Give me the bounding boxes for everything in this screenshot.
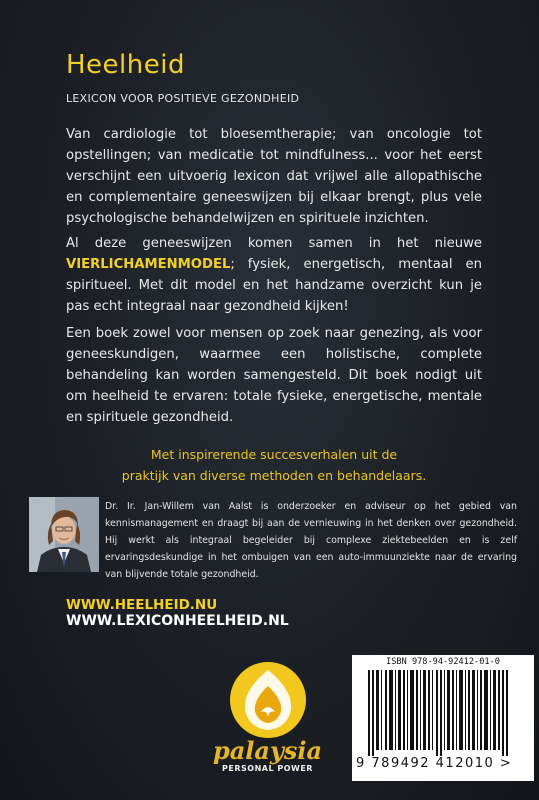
tagline [66, 444, 482, 486]
description-paragraph-1: Van cardiologie tot bloesemtherapie; van oncologie tot opstellingen; van medicatie tot mindfulness... voor het eerst verschijnt een uitvoerig lexicon dat vrijwel alle allopathische en complementaire geneeswijzen bij elkaar brengt, plus vele psychologische behandelwijzen en spirituele inzichten. [66, 127, 482, 226]
model-highlight: VIERLICHAMENMODEL [66, 257, 231, 272]
publisher-name: palaysia [212, 736, 323, 765]
description-paragraph-2 [66, 233, 482, 317]
author-bio: Dr. Ir. Jan-Willem van Aalst is onderzoeker en adviseur op het gebied van kennismanagement en draagt bij aan de vernieuwing in het denken over gezondheid. Hij werkt als integraal begeleider bij complexe ziektebeelden en is zelf ervaringsdeskundige in het ombuigen van een auto-immuunziekte naar de ervaring van blijvende totale gezondheid. [105, 501, 517, 580]
isbn-label: ISBN 978-94-92412-01-0 [386, 657, 500, 667]
publisher-tagline: PERSONAL POWER [222, 764, 313, 773]
book-subtitle: LEXICON VOOR POSITIEVE GEZONDHEID [66, 92, 300, 105]
isbn-barcode [352, 655, 534, 781]
barcode-digits: 9 789492 412010 > [356, 756, 513, 771]
paragraph-2-rest: ; fysiek, energetisch, mentaal en spiritueel. Met dit model en het handzame overzicht kun je pas echt integraal naar gezondheid kijken! [66, 257, 482, 314]
barcode-bars-icon [356, 670, 530, 756]
author-photo [29, 497, 99, 572]
book-title: Heelheid [66, 50, 185, 80]
paragraph-2-intro: Al deze geneeswijzen komen samen in het nieuwe [66, 236, 482, 251]
tagline-line-1: Met inspirerende succesverhalen uit de [150, 447, 398, 462]
website-link-lexiconheelheid[interactable]: WWW.LEXICONHEELHEID.NL [66, 613, 289, 629]
description-paragraph-3: Een boek zowel voor mensen op zoek naar genezing, als voor geneeskundigen, waarmee een holistische, complete behandeling kan worden samengesteld. Dit boek nodigt uit om heelheid te ervaren: totale fysieke, energetische, mentale en spirituele gezondheid. [66, 326, 482, 425]
tagline-line-2: praktijk van diverse methoden en behandelaars. [121, 468, 427, 483]
website-link-heelheid[interactable]: WWW.HEELHEID.NU [66, 597, 218, 613]
